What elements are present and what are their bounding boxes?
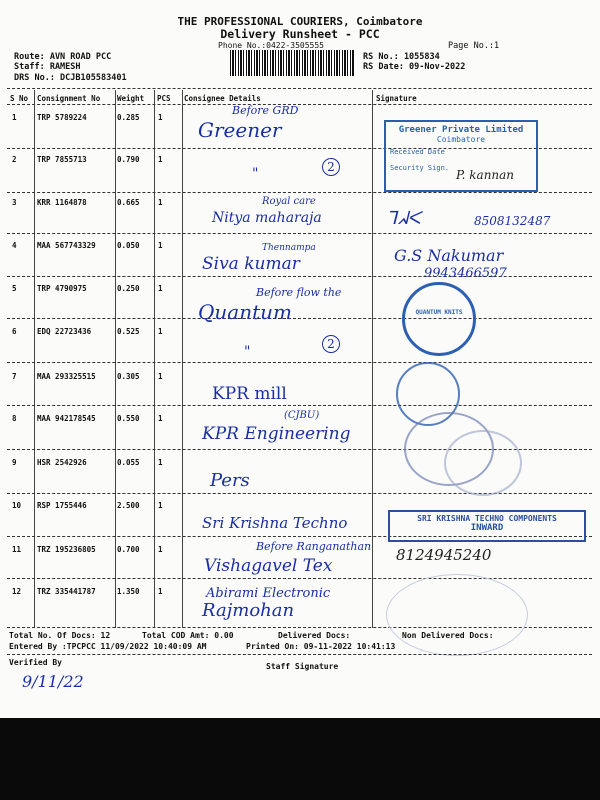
header-rule xyxy=(7,104,592,105)
company-title: THE PROFESSIONAL COURIERS, Coimbatore xyxy=(177,15,423,28)
quantum-stamp xyxy=(402,282,476,356)
row-rule xyxy=(7,493,592,494)
row-sno: 5 xyxy=(12,284,17,293)
row-weight: 2.500 xyxy=(117,501,140,510)
verified-by: Verified By xyxy=(9,658,62,667)
col-weight: Weight xyxy=(117,94,145,103)
row-sno: 6 xyxy=(12,327,17,336)
staff-label: Staff: RAMESH xyxy=(14,62,81,72)
sk-stamp-name: SRI KRISHNA TECHNO COMPONENTS xyxy=(417,514,557,523)
handwriting-name: Siva kumar xyxy=(202,254,300,274)
row-consignment: TRZ 335441787 xyxy=(37,587,96,596)
handwriting-ditto: " xyxy=(252,166,259,182)
quantum-stamp-text: QUANTUM KNITS xyxy=(415,309,463,316)
row-sno: 2 xyxy=(12,155,17,164)
row-rule xyxy=(7,405,592,406)
col-divider xyxy=(115,90,116,628)
row-pcs: 1 xyxy=(158,458,163,467)
rs-number: RS No.: 1055834 xyxy=(363,52,440,62)
row-pcs: 1 xyxy=(158,501,163,510)
stamp-city: Coimbatore xyxy=(436,135,486,144)
row-consignment: MAA 942178545 xyxy=(37,414,96,423)
faded-stamp xyxy=(386,574,528,656)
row-consignment: MAA 293325515 xyxy=(37,372,96,381)
row-sno: 9 xyxy=(12,458,17,467)
row-weight: 1.350 xyxy=(117,587,140,596)
runsheet-subtitle: Delivery Runsheet - PCC xyxy=(220,27,380,41)
signature-r2: P. kannan xyxy=(456,168,515,182)
row-weight: 0.550 xyxy=(117,414,140,423)
row-weight: 0.305 xyxy=(117,372,140,381)
row-pcs: 1 xyxy=(158,327,163,336)
row-rule xyxy=(7,233,592,234)
row-weight: 0.790 xyxy=(117,155,140,164)
col-signature: Signature xyxy=(376,94,417,103)
row-consignment: HSR 2542926 xyxy=(37,458,87,467)
row-pcs: 1 xyxy=(158,414,163,423)
row-consignment: KRR 1164878 xyxy=(37,198,87,207)
row-weight: 0.525 xyxy=(117,327,140,336)
sri-krishna-stamp xyxy=(388,510,586,542)
handwriting-count: 2 xyxy=(322,158,340,176)
row-weight: 0.250 xyxy=(117,284,140,293)
col-divider xyxy=(182,90,183,628)
row-pcs: 1 xyxy=(158,372,163,381)
staff-signature-label: Staff Signature xyxy=(266,662,339,671)
handwriting-name: Vishagavel Tex xyxy=(204,556,333,576)
phone-r4: 9943466597 xyxy=(424,266,507,281)
row-pcs: 1 xyxy=(158,545,163,554)
row-consignment: TRP 5789224 xyxy=(37,113,87,122)
col-consignment: Consignment No xyxy=(37,94,101,103)
route-label: Route: AVN ROAD PCC xyxy=(14,52,112,62)
handwriting-name: KPR Engineering xyxy=(202,424,351,444)
phone-r11: 8124945240 xyxy=(396,546,492,564)
row-rule xyxy=(7,192,592,193)
handwriting-note: (CJBU) xyxy=(284,410,320,421)
signature-r4: G.S Nakumar xyxy=(394,246,504,265)
phone-number: Phone No.:0422-3505555 xyxy=(218,41,324,50)
row-sno: 8 xyxy=(12,414,17,423)
verifier-signature: 9/11/22 xyxy=(22,672,84,691)
handwriting-note: Abirami Electronic xyxy=(206,586,331,601)
row-sno: 11 xyxy=(12,545,22,554)
col-pcs: PCS xyxy=(157,94,171,103)
rs-date: RS Date: 09-Nov-2022 xyxy=(363,62,466,72)
total-docs: Total No. Of Docs: 12 xyxy=(9,631,111,640)
row-pcs: 1 xyxy=(158,155,163,164)
handwriting-name: Quantum xyxy=(198,300,292,324)
handwriting-name: KPR mill xyxy=(212,384,287,404)
col-sno: S No xyxy=(10,94,29,103)
barcode xyxy=(230,50,355,76)
delivered-docs: Delivered Docs: xyxy=(278,631,351,640)
footer-rule xyxy=(7,654,592,655)
handwriting-name: Greener xyxy=(198,118,282,142)
row-consignment: MAA 567743329 xyxy=(37,241,96,250)
total-cod: Total COD Amt: 0.00 xyxy=(142,631,234,640)
scan-border xyxy=(0,718,600,800)
sk-stamp-inward: INWARD xyxy=(470,523,504,533)
row-pcs: 1 xyxy=(158,587,163,596)
row-weight: 0.055 xyxy=(117,458,140,467)
row-pcs: 1 xyxy=(158,198,163,207)
handwriting-name: Pers xyxy=(210,470,250,491)
row-sno: 12 xyxy=(12,587,22,596)
col-divider xyxy=(154,90,155,628)
col-consignee: Consignee Details xyxy=(184,94,261,103)
row-sno: 7 xyxy=(12,372,17,381)
row-weight: 0.050 xyxy=(117,241,140,250)
handwriting-note: Before flow the xyxy=(256,286,342,299)
row-sno: 1 xyxy=(12,113,17,122)
row-consignment: RSP 1755446 xyxy=(37,501,87,510)
row-sno: 10 xyxy=(12,501,22,510)
non-delivered-docs: Non Delivered Docs: xyxy=(402,631,494,640)
handwriting-name: Nitya maharaja xyxy=(212,210,322,226)
row-consignment: EDQ 22723436 xyxy=(37,327,92,336)
entered-by: Entered By :TPCPCC 11/09/2022 10:40:09 AM xyxy=(9,642,207,651)
round-stamp xyxy=(444,430,522,496)
handwriting-count: 2 xyxy=(322,335,340,353)
row-consignment: TRP 4790975 xyxy=(37,284,87,293)
stamp-security: Security Sign. xyxy=(390,164,450,172)
drs-number: DRS No.: DCJB105583401 xyxy=(14,73,127,83)
phone-r3: 8508132487 xyxy=(474,214,551,228)
row-consignment: TRP 7855713 xyxy=(37,155,87,164)
col-divider xyxy=(34,90,35,628)
page-number: Page No.:1 xyxy=(448,41,500,51)
row-rule xyxy=(7,578,592,579)
row-pcs: 1 xyxy=(158,241,163,250)
row-pcs: 1 xyxy=(158,284,163,293)
handwriting-name: Sri Krishna Techno xyxy=(202,514,348,532)
signature-r3: ᒣᖽᐸ xyxy=(386,208,421,229)
row-weight: 0.665 xyxy=(117,198,140,207)
row-sno: 4 xyxy=(12,241,17,250)
handwriting-note: Royal care xyxy=(262,196,316,207)
row-weight: 0.285 xyxy=(117,113,140,122)
handwriting-name: Rajmohan xyxy=(202,600,295,621)
row-rule xyxy=(7,362,592,363)
handwriting-note: Before Ranganathan xyxy=(256,540,372,553)
stamp-received: Received Date xyxy=(390,148,445,156)
stamp-company: Greener Private Limited xyxy=(398,125,524,135)
printed-on: Printed On: 09-11-2022 10:41:13 xyxy=(246,642,396,651)
row-pcs: 1 xyxy=(158,113,163,122)
handwriting-note: Thennampa xyxy=(262,243,316,253)
row-consignment: TRZ 195236805 xyxy=(37,545,96,554)
handwriting-note: Before GRD xyxy=(232,104,299,117)
col-divider xyxy=(372,90,373,628)
handwriting-ditto: " xyxy=(244,344,251,360)
row-rule xyxy=(7,318,592,319)
row-weight: 0.700 xyxy=(117,545,140,554)
row-sno: 3 xyxy=(12,198,17,207)
table-top-rule xyxy=(7,88,592,89)
